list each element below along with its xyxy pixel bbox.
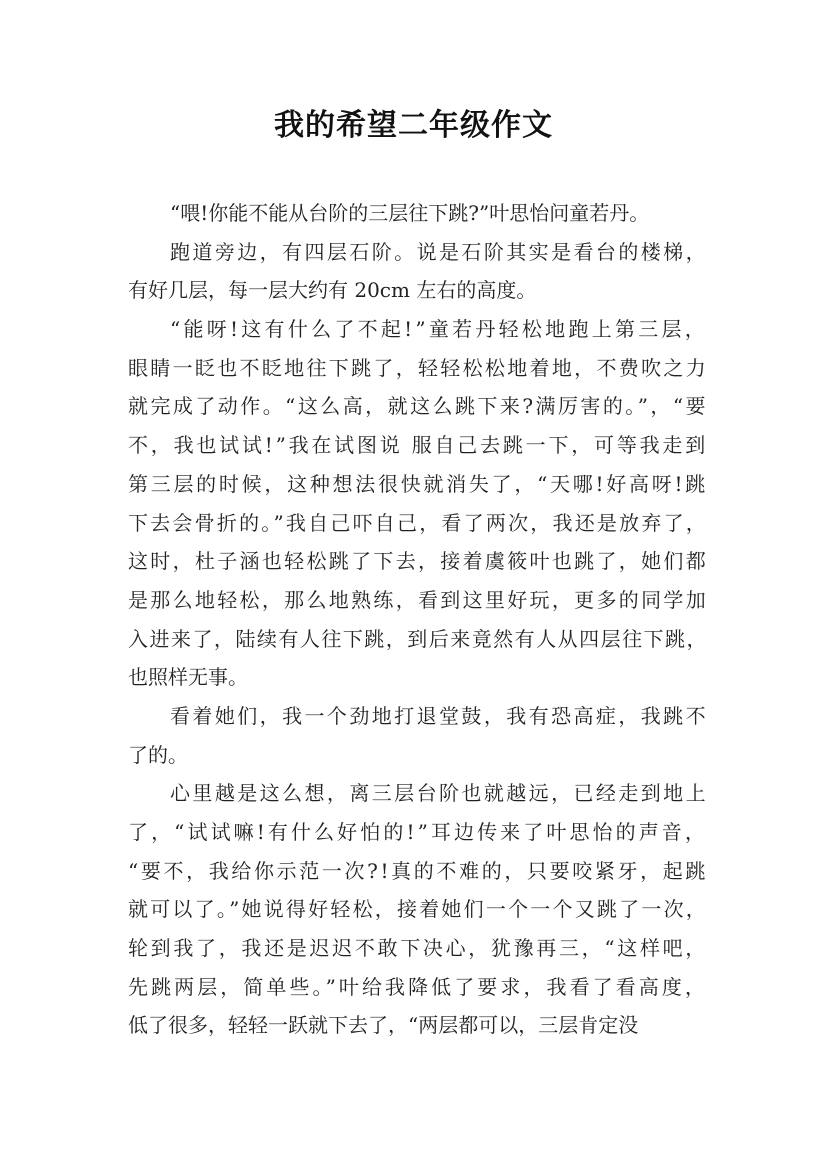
text-line: 了，“试试嘛!有什么好怕的!”耳边传来了叶思怡的声音，	[128, 820, 708, 844]
text-line: 轮到我了，我还是迟迟不敢下决心，犹豫再三，“这样吧，	[128, 936, 708, 961]
text-line: 第三层的时候，这种想法很快就消失了，“天哪!好高呀!跳	[128, 471, 708, 496]
text-line: “要不，我给你示范一次?!真的不难的，只要咬紧牙，起跳	[128, 858, 708, 883]
text-line: 就可以了。”她说得好轻松，接着她们一个一个又跳了一次，	[128, 897, 708, 922]
text-line: 这时，杜子涵也轻松跳了下去，接着虞筱叶也跳了，她们都	[128, 549, 708, 574]
text-line: 也照样无事。	[128, 665, 248, 690]
text-line: “喂!你能不能从台阶的三层往下跳?”叶思怡问童若丹。	[170, 201, 650, 225]
text-line: 有好几层，每一层大约有 20cm 左右的高度。	[128, 278, 537, 303]
text-line: 先跳两层，简单些。”叶给我降低了要求，我看了看高度，	[128, 974, 708, 999]
text-line: 就完成了动作。“这么高，就这么跳下来?满厉害的。”，“要	[128, 394, 708, 419]
text-line: 是那么地轻松，那么地熟练，看到这里好玩，更多的同学加	[128, 587, 708, 612]
page-title: 我的希望二年级作文	[274, 108, 553, 143]
essay-body	[128, 194, 708, 1045]
text-line: 看着她们，我一个劲地打退堂鼓，我有恐高症，我跳不	[170, 703, 708, 728]
text-line: 了的。	[128, 742, 188, 767]
text-line: 不，我也试试!”我在试图说 服自己去跳一下，可等我走到	[128, 433, 708, 458]
text-line: 下去会骨折的。”我自己吓自己，看了两次，我还是放弃了，	[128, 510, 708, 535]
text-line: “能呀!这有什么了不起!”童若丹轻松地跑上第三层，	[170, 317, 708, 342]
text-line: 跑道旁边，有四层石阶。说是石阶其实是看台的楼梯，	[170, 239, 708, 264]
text-line: 眼睛一眨也不眨地往下跳了，轻轻松松地着地，不费吹之力	[128, 355, 708, 380]
text-line: 低了很多，轻轻一跃就下去了，“两层都可以，三层肯定没	[128, 1013, 639, 1038]
text-line: 心里越是这么想，离三层台阶也就越远，已经走到地上	[170, 781, 708, 806]
text-line: 入进来了，陆续有人往下跳，到后来竟然有人从四层往下跳，	[128, 626, 708, 651]
